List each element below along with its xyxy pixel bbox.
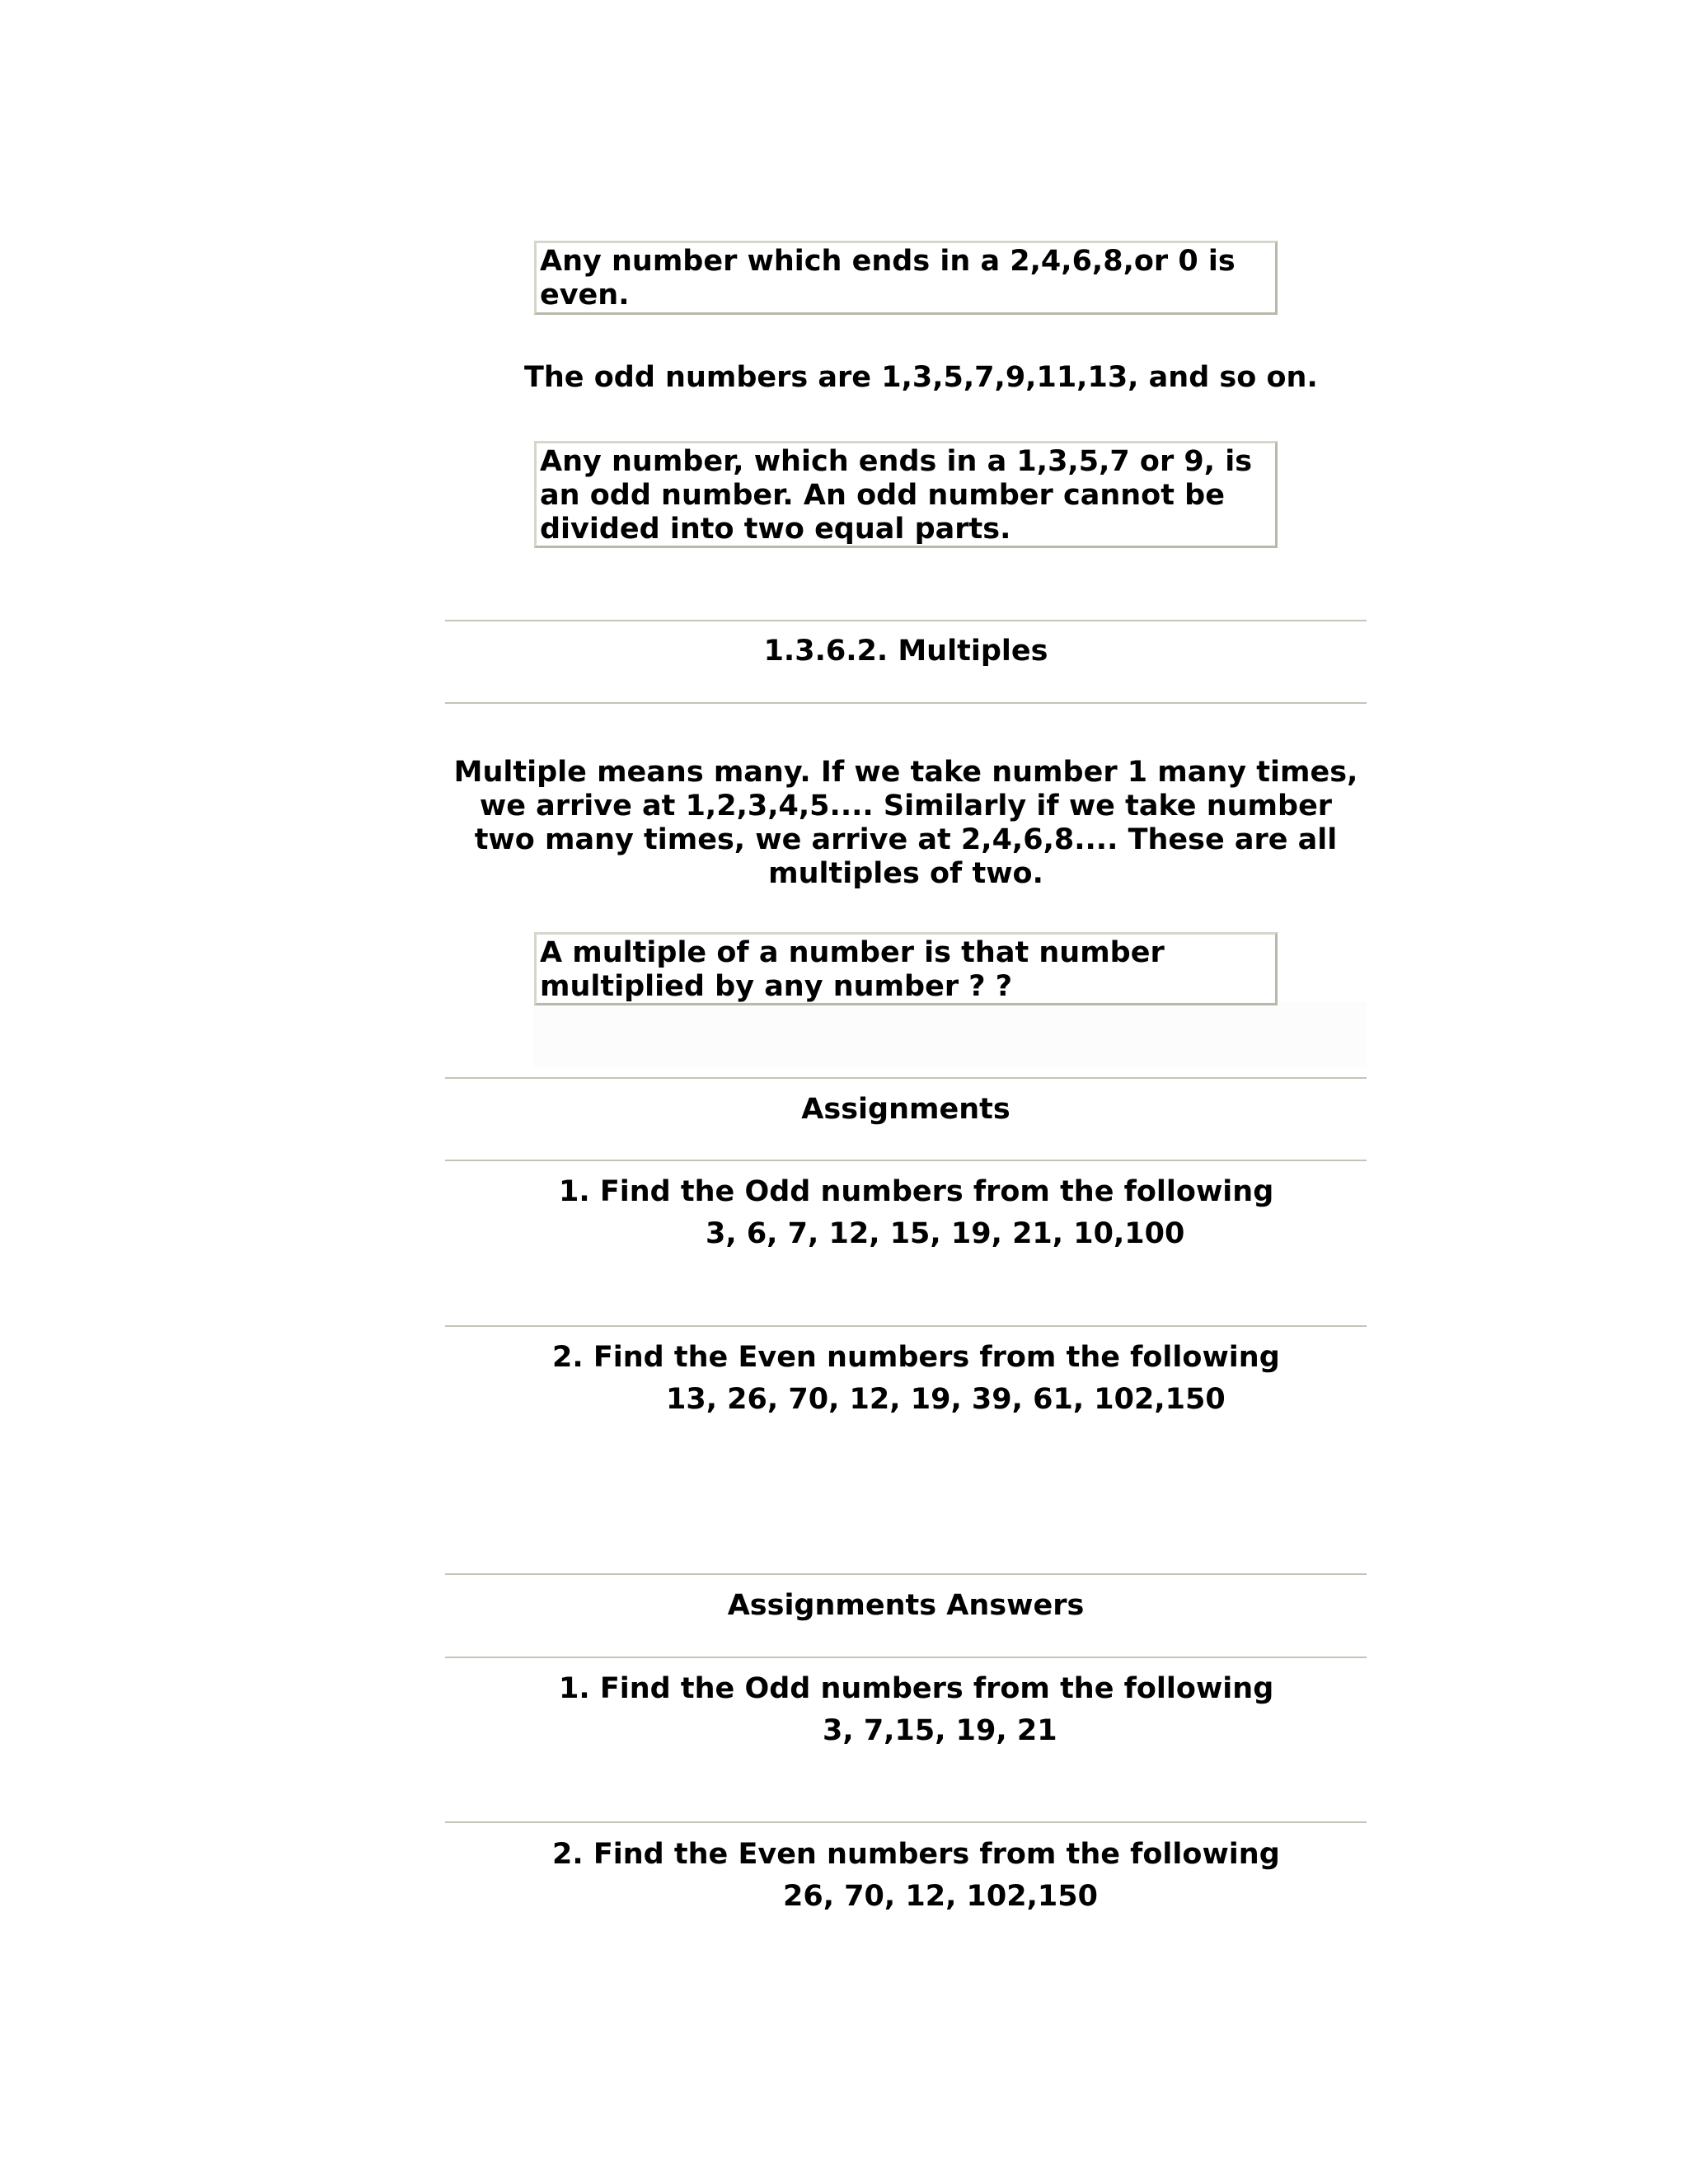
odd-number-rule-box <box>534 441 1278 548</box>
answer-2-numbers: 26, 70, 12, 102,150 <box>783 1880 1098 1913</box>
divider <box>445 1160 1367 1161</box>
even-number-rule-text: Any number which ends in a 2,4,6,8,or 0 is even. <box>540 245 1236 312</box>
multiples-paragraph: Multiple means many. If we take number 1 many times, we arrive at 1,2,3,4,5.... Similarly if we take number two many times, we arrive at 2,4,6,8.... These are all multiples of two. <box>453 756 1358 890</box>
divider <box>445 1077 1367 1079</box>
assignments-heading: Assignments <box>801 1093 1010 1126</box>
assignment-2-numbers: 13, 26, 70, 12, 19, 39, 61, 102,150 <box>666 1383 1226 1416</box>
divider <box>445 1325 1367 1327</box>
assignment-1-prompt: 1. Find the Odd numbers from the following <box>559 1175 1274 1208</box>
assignment-2-prompt: 2. Find the Even numbers from the following <box>552 1341 1280 1374</box>
divider <box>445 1657 1367 1658</box>
multiple-rule-text: A multiple of a number is that number multiplied by any number ? ? <box>540 936 1165 1003</box>
answer-1-prompt: 1. Find the Odd numbers from the following <box>559 1672 1274 1705</box>
answer-2-prompt: 2. Find the Even numbers from the following <box>552 1838 1280 1871</box>
answers-heading: Assignments Answers <box>727 1589 1085 1622</box>
shaded-background <box>534 1001 1367 1067</box>
multiples-heading: 1.3.6.2. Multiples <box>763 635 1048 668</box>
divider <box>445 620 1367 621</box>
answer-1-numbers: 3, 7,15, 19, 21 <box>823 1714 1057 1747</box>
divider <box>445 1821 1367 1823</box>
assignment-1-numbers: 3, 6, 7, 12, 15, 19, 21, 10,100 <box>706 1217 1185 1250</box>
odd-numbers-intro: The odd numbers are 1,3,5,7,9,11,13, and so on. <box>524 361 1318 394</box>
odd-number-rule-text: Any number, which ends in a 1,3,5,7 or 9, is an odd number. An odd number cannot be divided into two equal parts. <box>540 445 1253 546</box>
multiple-rule-box <box>534 932 1278 1005</box>
divider <box>445 702 1367 704</box>
divider <box>445 1573 1367 1575</box>
even-number-rule-box <box>534 241 1278 315</box>
